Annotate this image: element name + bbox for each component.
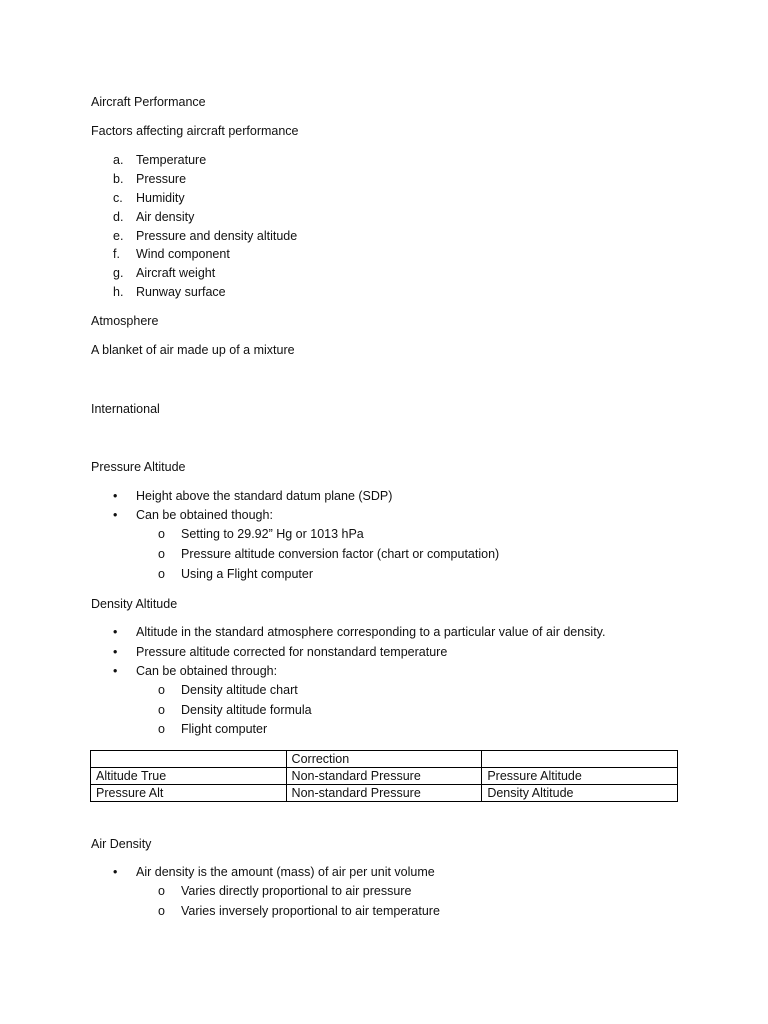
correction-table — [90, 750, 678, 802]
air-density-heading: Air Density — [91, 837, 152, 851]
list-item: Air density is the amount (mass) of air per unit volume — [136, 865, 435, 879]
list-item: Runway surface — [136, 285, 226, 299]
list-marker: a. — [113, 153, 124, 167]
list-item: Can be obtained though: — [136, 508, 273, 522]
bullet-icon: • — [113, 645, 118, 659]
density-altitude-heading: Density Altitude — [91, 597, 178, 611]
factors-heading: Factors affecting aircraft performance — [91, 124, 299, 138]
list-item: Pressure — [136, 172, 187, 186]
sub-bullet-icon: o — [158, 547, 165, 561]
table-row — [91, 785, 678, 802]
list-marker: b. — [113, 172, 124, 186]
sub-bullet-icon: o — [158, 722, 165, 736]
document-title: Aircraft Performance — [91, 95, 206, 109]
table-cell: Non-standard Pressure — [286, 785, 482, 802]
table-cell: Correction — [286, 751, 482, 768]
list-marker: e. — [113, 229, 124, 243]
table-cell — [91, 751, 287, 768]
list-item: Aircraft weight — [136, 266, 216, 280]
table-cell: Density Altitude — [482, 785, 678, 802]
sub-list-item: Flight computer — [181, 722, 268, 736]
sub-list-item: Setting to 29.92” Hg or 1013 hPa — [181, 527, 364, 541]
sub-bullet-icon: o — [158, 683, 165, 697]
table-row — [91, 768, 678, 785]
list-item: Wind component — [136, 247, 230, 261]
list-item: Can be obtained through: — [136, 664, 278, 678]
sub-bullet-icon: o — [158, 884, 165, 898]
list-marker: d. — [113, 210, 124, 224]
table-row — [91, 751, 678, 768]
sub-bullet-icon: o — [158, 904, 165, 918]
sub-list-item: Using a Flight computer — [181, 567, 314, 581]
bullet-icon: • — [113, 664, 118, 678]
sub-bullet-icon: o — [158, 567, 165, 581]
list-marker: h. — [113, 285, 124, 299]
list-marker: g. — [113, 266, 124, 280]
list-item: Pressure altitude corrected for nonstandard temperature — [136, 645, 448, 659]
sub-list-item: Pressure altitude conversion factor (chart or computation) — [181, 547, 500, 561]
atmosphere-text: A blanket of air made up of a mixture — [91, 343, 295, 357]
list-item: Pressure and density altitude — [136, 229, 298, 243]
bullet-icon: • — [113, 489, 118, 503]
sub-list-item: Density altitude chart — [181, 683, 298, 697]
table-cell: Altitude True — [91, 768, 287, 785]
sub-bullet-icon: o — [158, 703, 165, 717]
bullet-icon: • — [113, 865, 118, 879]
list-marker: c. — [113, 191, 123, 205]
atmosphere-heading: Atmosphere — [91, 314, 159, 328]
international-heading: International — [91, 402, 160, 416]
pressure-altitude-heading: Pressure Altitude — [91, 460, 186, 474]
sub-list-item: Varies directly proportional to air pressure — [181, 884, 412, 898]
list-item: Altitude in the standard atmosphere corresponding to a particular value of air density. — [136, 625, 606, 639]
list-marker: f. — [113, 247, 120, 261]
bullet-icon: • — [113, 625, 118, 639]
list-item: Air density — [136, 210, 195, 224]
table-cell: Pressure Alt — [91, 785, 287, 802]
sub-list-item: Density altitude formula — [181, 703, 312, 717]
sub-list-item: Varies inversely proportional to air temperature — [181, 904, 440, 918]
table-cell — [482, 751, 678, 768]
bullet-icon: • — [113, 508, 118, 522]
sub-bullet-icon: o — [158, 527, 165, 541]
table-cell: Non-standard Pressure — [286, 768, 482, 785]
list-item: Humidity — [136, 191, 185, 205]
list-item: Height above the standard datum plane (SDP) — [136, 489, 393, 503]
list-item: Temperature — [136, 153, 207, 167]
table-cell: Pressure Altitude — [482, 768, 678, 785]
